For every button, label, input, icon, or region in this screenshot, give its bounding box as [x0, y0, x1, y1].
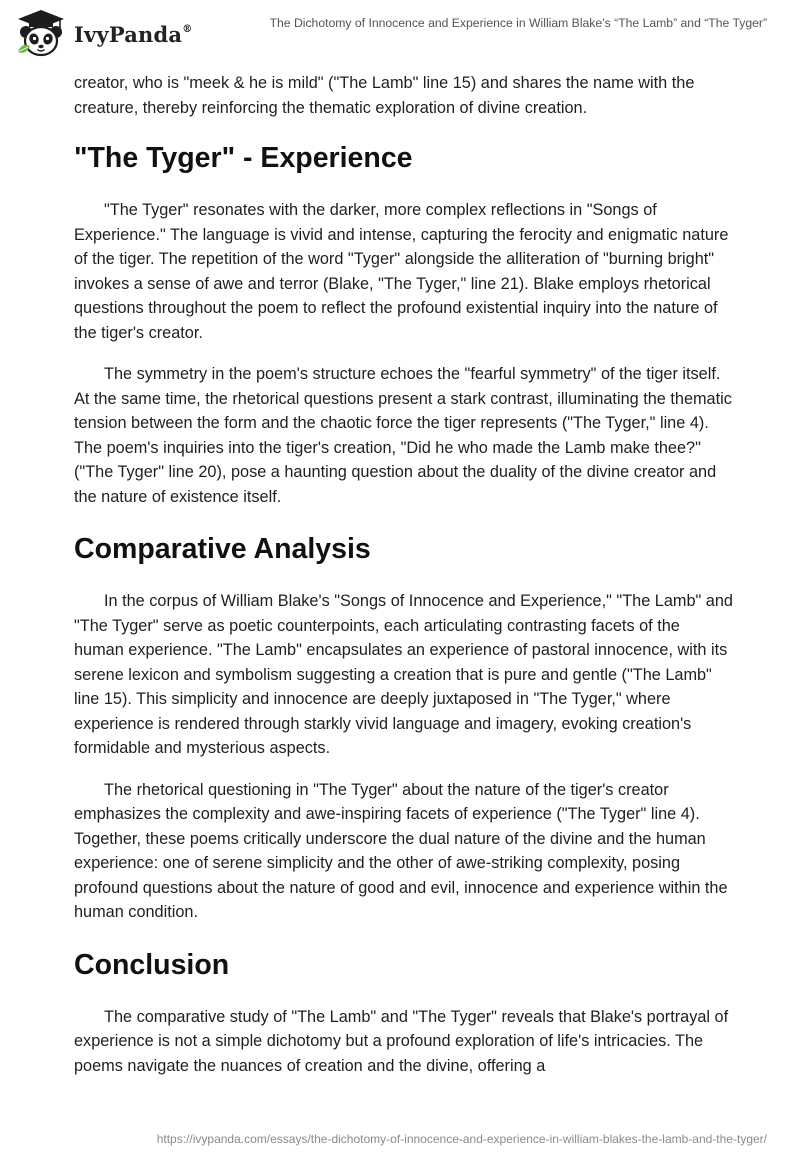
- conclusion-paragraph-1: The comparative study of "The Lamb" and "The Tyger" reveals that Blake's portrayal of experience is not a simple dichotomy but a profound exploration of life's intricacies. The poems navigate the nuances of creation and the divine, offering a: [74, 1007, 729, 1075]
- tyger-paragraph-1: "The Tyger" resonates with the darker, more complex reflections in "Songs of Experience." The language is vivid and intense, capturing the ferocity and enigmatic nature of the tiger. The repetition of the word "Tyger" alongside the alliteration of "burning bright" invokes a sense of awe and terror (Blake, "The Tyger," line 21). Blake employs rhetorical questions throughout the poem to reflect the profound existential inquiry into the nature of the tiger's creator.: [74, 201, 729, 342]
- panda-graduate-icon: [14, 8, 68, 60]
- registered-mark: ®: [182, 23, 193, 35]
- ivypanda-logo[interactable]: [14, 8, 192, 60]
- heading-tyger-experience: "The Tyger" - Experience: [74, 142, 413, 174]
- heading-conclusion: Conclusion: [74, 948, 230, 981]
- brand-name: IvyPanda®: [74, 21, 193, 47]
- comparative-paragraph-2: The rhetorical questioning in "The Tyger" about the nature of the tiger's creator emphasizes the complexity and awe-inspiring facets of experience ("The Tyger" line 4). Together, these poems critically underscore the dual nature of the divine and the human experience: one of serene simplicity and the other of awe-striking complexity, posing profound questions about the nature of good and evil, innocence and experience within the human condition.: [74, 780, 728, 921]
- tyger-paragraph-2: The symmetry in the poem's structure echoes the "fearful symmetry" of the tiger itself. At the same time, the rhetorical questions present a stark contrast, illuminating the thematic tension between the form and the chaotic force the tiger represents ("The Tyger," line 4). The poem's inquiries into the tiger's creation, "Did he who made the Lamb make thee?" ("The Tyger" line 20), pose a haunting question about the duality of the divine creator and the nature of existence itself.: [74, 365, 732, 506]
- comparative-paragraph-1: In the corpus of William Blake's "Songs of Innocence and Experience," "The Lamb" and "The Tyger" serve as poetic counterpoints, each articulating contrasting facets of the human experience. "The Lamb" encapsulates an experience of pastoral innocence, with its serene lexicon and symbolism suggesting a creation that is pure and gentle ("The Lamb" line 15). This simplicity and innocence are deeply juxtaposed in "The Tyger," where experience is rendered through starkly vivid language and imagery, evoking creation's formidable and mysterious aspects.: [74, 592, 733, 757]
- source-url[interactable]: https://ivypanda.com/essays/the-dichotomy-of-innocence-and-experience-in-william-blakes-the-lamb-and-the-tyger/: [156, 1132, 767, 1146]
- document-title: The Dichotomy of Innocence and Experience in William Blake’s “The Lamb” and “The Tyger”: [269, 16, 767, 30]
- intro-paragraph-tail: creator, who is "meek & he is mild" ("The Lamb" line 15) and shares the name with the creature, thereby reinforcing the thematic exploration of divine creation.: [74, 74, 695, 117]
- page-header: [0, 0, 800, 64]
- essay-content: [74, 62, 734, 1078]
- heading-comparative-analysis: Comparative Analysis: [74, 533, 371, 565]
